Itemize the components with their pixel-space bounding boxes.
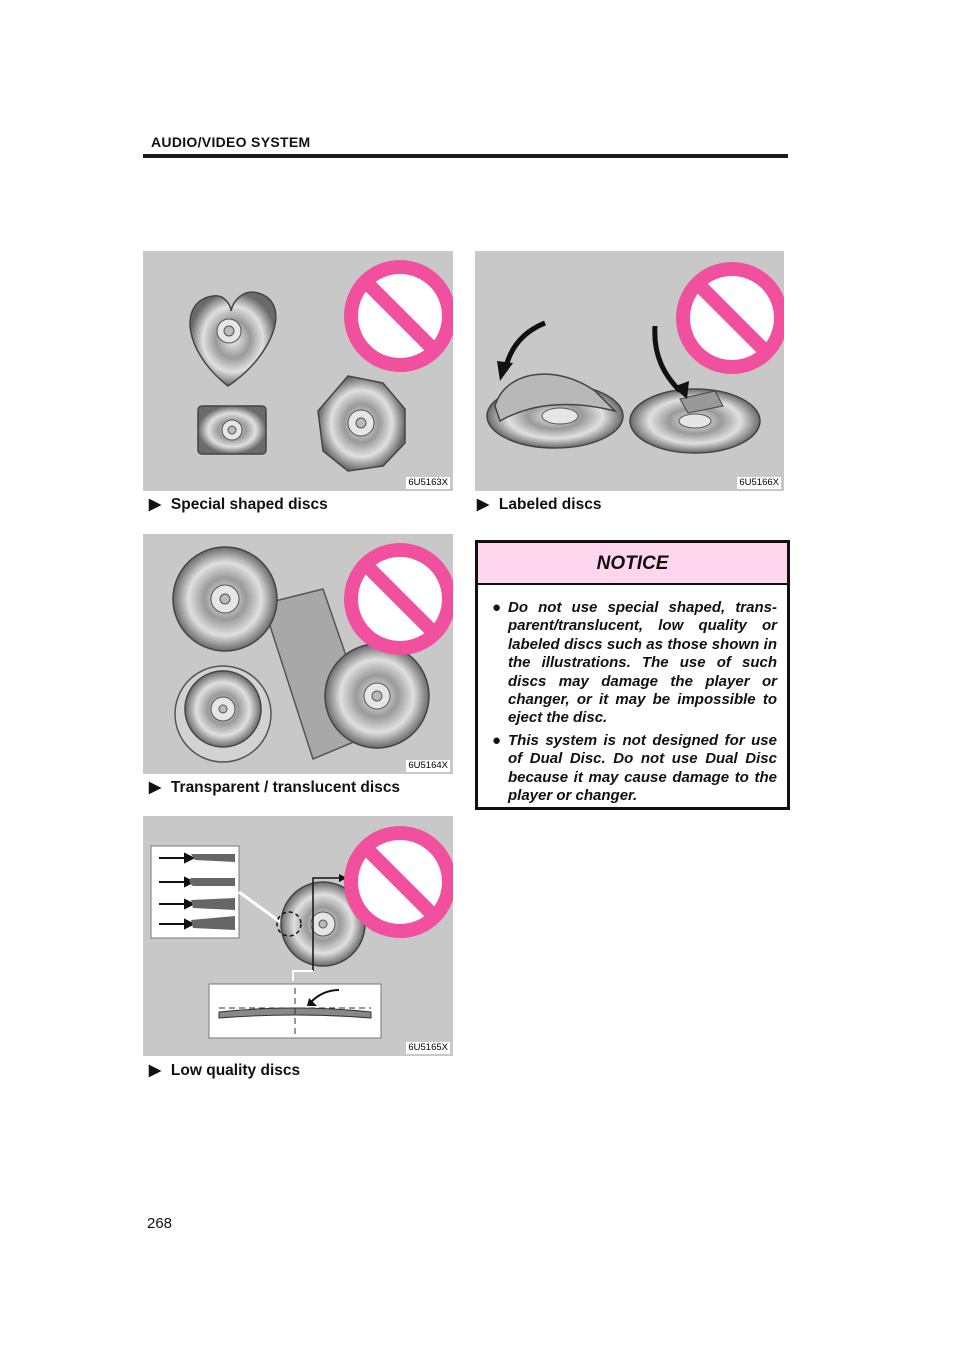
prohibition-icon: [143, 534, 453, 774]
section-title: AUDIO/VIDEO SYSTEM: [151, 134, 311, 150]
notice-item: ● Do not use special shaped, trans-parent/translucent, low quality or labeled discs such as those shown in the illustrations. The use of such discs may damage the player or changer, or it may be impossible to eject the disc.: [492, 599, 777, 727]
figure-code: 6U5163X: [408, 477, 448, 488]
figure-special-shaped-discs: [143, 251, 453, 491]
page-number: 268: [147, 1215, 173, 1232]
triangle-right-icon: ▶: [149, 496, 161, 513]
caption-transparent-discs: ▶ Transparent / translucent discs: [149, 779, 401, 796]
caption-special-shaped-discs: ▶ Special shaped discs: [149, 496, 328, 513]
figure-low-quality-discs: [143, 816, 453, 1056]
triangle-right-icon: ▶: [149, 1062, 161, 1079]
bullet-icon: ●: [492, 599, 502, 616]
triangle-right-icon: ▶: [477, 496, 489, 513]
notice-list: [478, 585, 787, 805]
figure-labeled-discs: [475, 251, 784, 491]
prohibition-icon: [475, 251, 784, 491]
figure-transparent-discs: [143, 534, 453, 774]
figure-code: 6U5164X: [408, 760, 448, 771]
prohibition-icon: [143, 251, 453, 491]
figure-code: 6U5166X: [739, 477, 779, 488]
bullet-icon: ●: [492, 731, 502, 749]
notice-title: NOTICE: [478, 543, 787, 585]
notice-box: [475, 540, 790, 810]
caption-labeled-discs: ▶ Labeled discs: [477, 496, 602, 513]
figure-code: 6U5165X: [408, 1042, 448, 1053]
notice-item: ● This system is not designed for use of Dual Disc. Do not use Dual Disc because it may cause damage to the player or changer.: [492, 731, 777, 805]
triangle-right-icon: ▶: [149, 779, 161, 796]
prohibition-icon: [143, 816, 453, 1056]
caption-low-quality-discs: ▶ Low quality discs: [149, 1062, 301, 1079]
header-rule: [143, 154, 788, 158]
